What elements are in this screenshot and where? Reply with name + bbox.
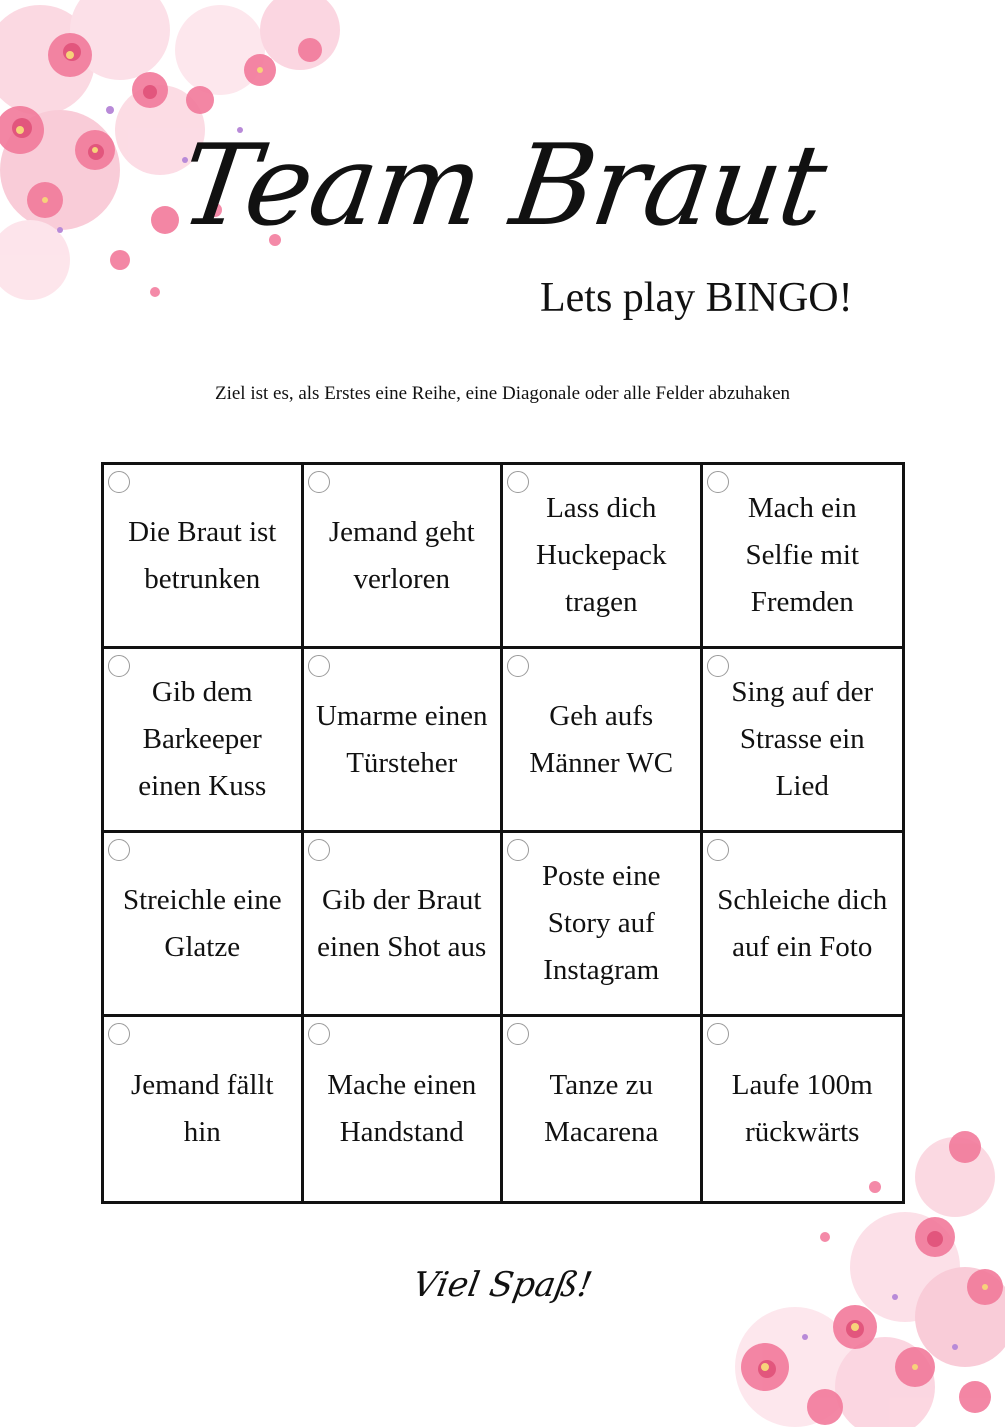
bingo-cell[interactable] — [304, 833, 504, 1017]
bingo-cell-text: Schleiche dich auf ein Foto — [717, 883, 888, 963]
checkbox-circle-icon[interactable] — [507, 839, 529, 861]
checkbox-circle-icon[interactable] — [108, 1023, 130, 1045]
bingo-cell-text: Umarme einen Türsteher — [315, 699, 488, 779]
bingo-cell[interactable] — [703, 649, 903, 833]
bingo-cell-text: Mach ein Selfie mit Fremden — [745, 492, 860, 618]
bingo-cell-text: Mache einen Handstand — [327, 1069, 477, 1148]
bingo-cell[interactable] — [503, 1017, 703, 1201]
instructions-text: Ziel ist es, als Erstes eine Reihe, eine Diagonale oder alle Felder abzuhaken — [214, 383, 791, 404]
bingo-cell-text: Laufe 100m rückwärts — [731, 1069, 873, 1148]
checkbox-circle-icon[interactable] — [108, 839, 130, 861]
bingo-cell-text: Die Braut ist betrunken — [128, 515, 277, 595]
page-subtitle: Lets play BINGO! — [540, 275, 853, 321]
checkbox-circle-icon[interactable] — [707, 471, 729, 493]
bingo-cell[interactable] — [503, 833, 703, 1017]
checkbox-circle-icon[interactable] — [707, 1023, 729, 1045]
page-title: Team Braut — [173, 121, 832, 251]
bingo-cell-text: Gib der Braut einen Shot aus — [317, 883, 487, 963]
bingo-cell[interactable] — [104, 649, 304, 833]
bingo-board — [101, 462, 905, 1204]
bingo-cell-text: Sing auf der Strasse ein Lied — [731, 676, 874, 802]
bingo-cell[interactable] — [703, 465, 903, 649]
checkbox-circle-icon[interactable] — [308, 839, 330, 861]
bingo-cell[interactable] — [104, 1017, 304, 1201]
bingo-cell[interactable] — [503, 465, 703, 649]
bingo-cell[interactable] — [304, 465, 504, 649]
checkbox-circle-icon[interactable] — [308, 655, 330, 677]
bingo-cell-text: Poste eine Story auf Instagram — [542, 860, 661, 986]
bingo-cell[interactable] — [703, 833, 903, 1017]
checkbox-circle-icon[interactable] — [707, 655, 729, 677]
bingo-cell-text: Geh aufs Männer WC — [529, 699, 674, 779]
footer-greeting: Viel Spaß! — [409, 1265, 596, 1305]
bingo-cell[interactable] — [104, 833, 304, 1017]
bingo-cell-text: Tanze zu Macarena — [544, 1069, 659, 1148]
checkbox-circle-icon[interactable] — [507, 655, 529, 677]
bingo-cell-text: Jemand fällt hin — [130, 1069, 274, 1148]
bingo-cell[interactable] — [503, 649, 703, 833]
bingo-cell-text: Lass dich Huckepack tragen — [536, 492, 667, 618]
checkbox-circle-icon[interactable] — [308, 471, 330, 493]
bingo-cell[interactable] — [304, 649, 504, 833]
checkbox-circle-icon[interactable] — [507, 1023, 529, 1045]
bingo-cell-text: Streichle eine Glatze — [122, 883, 282, 963]
bingo-cell-text: Jemand geht verloren — [328, 515, 475, 595]
checkbox-circle-icon[interactable] — [507, 471, 529, 493]
checkbox-circle-icon[interactable] — [108, 655, 130, 677]
bingo-cell[interactable] — [703, 1017, 903, 1201]
bingo-cell-text: Gib dem Barkeeper einen Kuss — [138, 676, 267, 802]
checkbox-circle-icon[interactable] — [707, 839, 729, 861]
checkbox-circle-icon[interactable] — [308, 1023, 330, 1045]
bingo-cell[interactable] — [304, 1017, 504, 1201]
bingo-cell[interactable] — [104, 465, 304, 649]
checkbox-circle-icon[interactable] — [108, 471, 130, 493]
